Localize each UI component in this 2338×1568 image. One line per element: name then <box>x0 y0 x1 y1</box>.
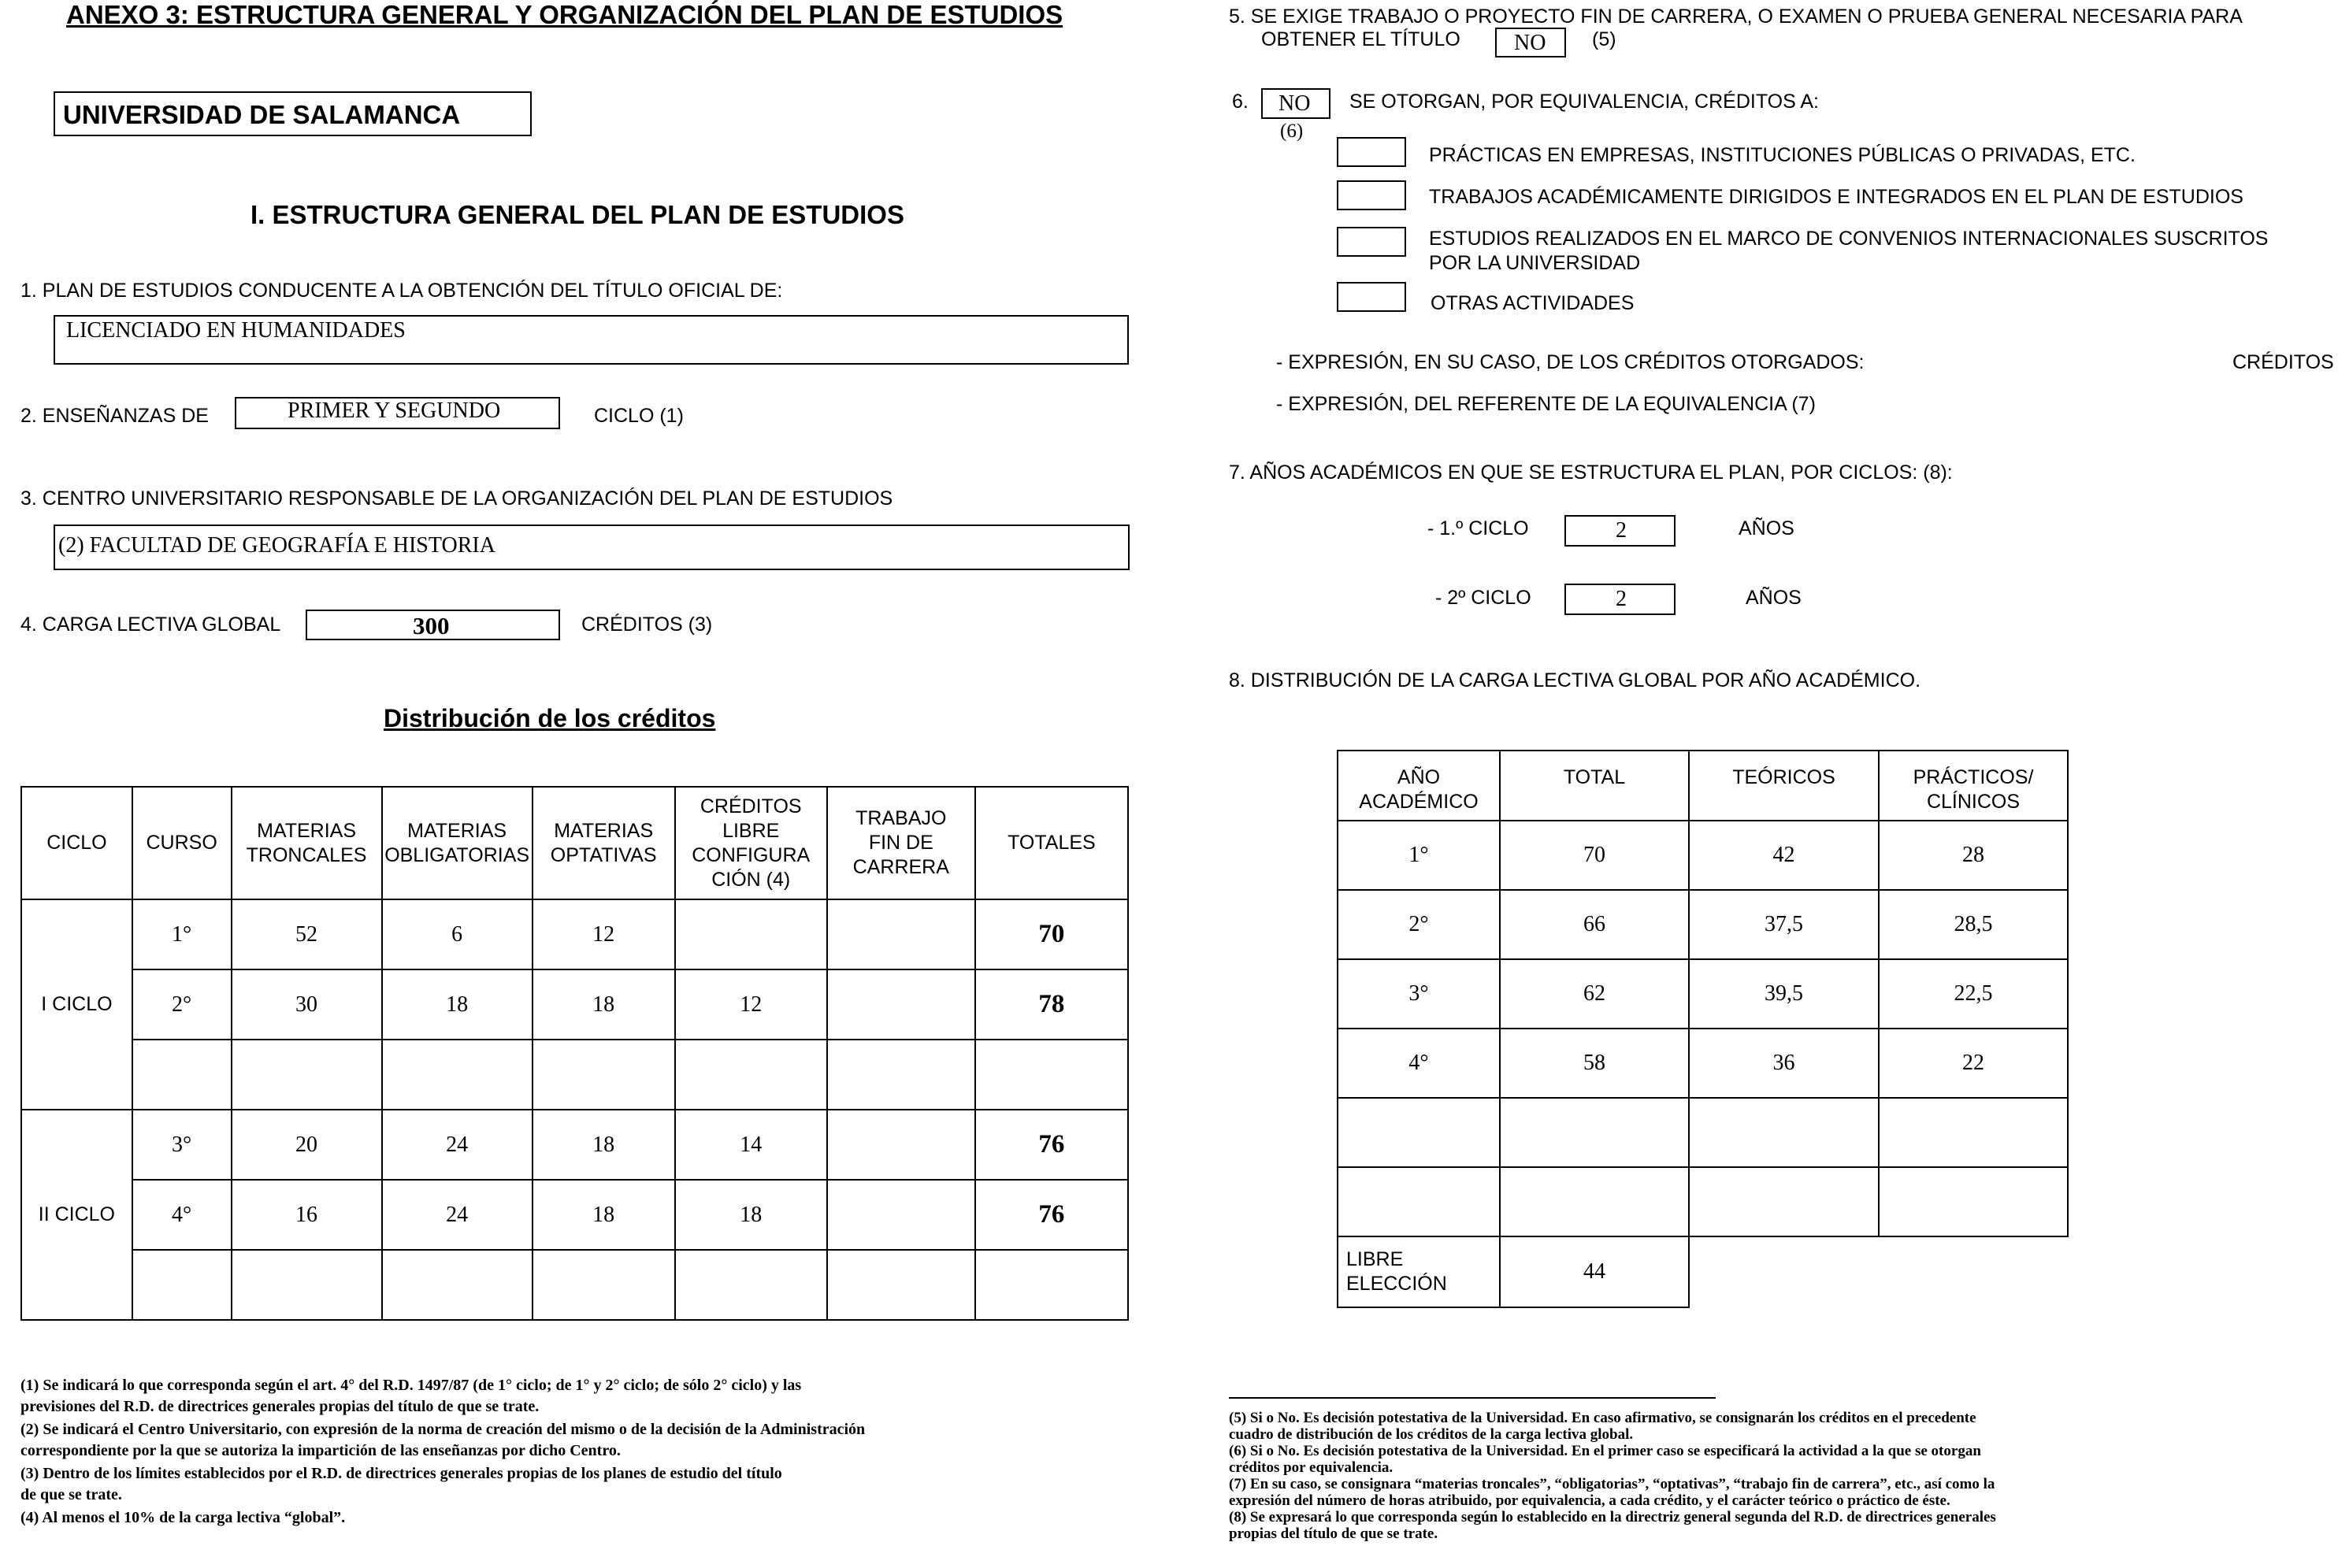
cell-practicos: 28 <box>1879 821 2068 890</box>
header-troncales <box>232 787 382 899</box>
header-ciclo: CICLO <box>21 787 132 899</box>
header-obligatorias <box>382 787 533 899</box>
cell-libre: 18 <box>675 1180 827 1250</box>
table-row <box>1338 1029 2068 1098</box>
footnote-line: (7) En su caso, se consignara “materias troncales”, “obligatorias”, “optativas”, “trabajo fin de carrera”, etc., así como la <box>1229 1476 1995 1492</box>
university-name: UNIVERSIDAD DE SALAMANCA <box>63 100 461 129</box>
item7-label: 7. AÑOS ACADÉMICOS EN QUE SE ESTRUCTURA EL PLAN, POR CICLOS: (8): <box>1229 462 1953 484</box>
cell-curso: 4° <box>132 1180 232 1250</box>
credits-distribution-table <box>20 786 1129 1321</box>
option-trabajos-checkbox[interactable] <box>1337 180 1406 210</box>
item5-note: (5) <box>1592 28 1616 50</box>
cell-total <box>1500 1098 1689 1167</box>
header-trabajo-l1: TRABAJO <box>855 807 947 829</box>
ciclo1-years-field <box>1564 515 1676 547</box>
libre-eleccion-label <box>1338 1236 1500 1307</box>
cell-trabajo <box>827 969 975 1040</box>
cell-optativas: 18 <box>533 969 675 1040</box>
ciclo2-years-field <box>1564 584 1676 615</box>
header-libre-l1: CRÉDITOS <box>700 795 802 817</box>
table-header-row <box>21 787 1128 899</box>
libre-eleccion-total: 44 <box>1500 1236 1689 1307</box>
global-load-value: 300 <box>413 612 450 639</box>
ciclo-2-label: II CICLO <box>21 1110 132 1320</box>
degree-title-value: LICENCIADO EN HUMANIDADES <box>66 318 406 343</box>
footnote-line: (1) Se indicará lo que corresponda según el art. 4° del R.D. 1497/87 (de 1° ciclo; de 1° y 2° ciclo; de sólo 2° ciclo) y las <box>20 1377 802 1394</box>
cell-total: 76 <box>975 1110 1128 1180</box>
cell-total: 70 <box>975 899 1128 969</box>
cell-troncales <box>232 1250 382 1320</box>
expresion-referente: - EXPRESIÓN, DEL REFERENTE DE LA EQUIVALENCIA (7) <box>1276 393 1816 415</box>
cell-troncales: 30 <box>232 969 382 1040</box>
item2-suffix: CICLO (1) <box>594 405 684 427</box>
cell-practicos: 28,5 <box>1879 890 2068 959</box>
ciclo1-anos: AÑOS <box>1739 517 1794 539</box>
cell-obligatorias: 24 <box>382 1110 533 1180</box>
cell-practicos: 22 <box>1879 1029 2068 1098</box>
option-trabajos-label: TRABAJOS ACADÉMICAMENTE DIRIGIDOS E INTEGRADOS EN EL PLAN DE ESTUDIOS <box>1429 186 2243 208</box>
ciclo2-label: - 2º CICLO <box>1435 587 1531 609</box>
center-field <box>54 525 1130 570</box>
cell-teoricos <box>1689 1167 1879 1236</box>
table-row <box>1338 959 2068 1029</box>
item6-note: (6) <box>1280 120 1304 142</box>
footnote-line: (5) Si o No. Es decisión potestativa de la Universidad. En caso afirmativo, se consignarán los créditos en el precedente <box>1229 1410 1976 1426</box>
cell-obligatorias: 6 <box>382 899 533 969</box>
footnote-line: (8) Se expresará lo que corresponda según lo establecido en la directriz general segunda del R.D. de directrices generales <box>1229 1509 1996 1525</box>
left-footnotes <box>20 1377 1139 1527</box>
table-row <box>21 1250 1128 1320</box>
cell-total: 62 <box>1500 959 1689 1029</box>
item4-label: 4. CARGA LECTIVA GLOBAL <box>20 613 281 636</box>
header-ano-l1: AÑO <box>1397 766 1441 788</box>
cell-optativas: 12 <box>533 899 675 969</box>
cell-libre: 12 <box>675 969 827 1040</box>
header-practicos <box>1879 751 2068 821</box>
cell-ano: 2° <box>1338 890 1500 959</box>
header-libre-l3: CONFIGURA <box>692 843 811 866</box>
header-libre-l4: CIÓN (4) <box>711 868 791 891</box>
header-curso: CURSO <box>132 787 232 899</box>
cell-troncales: 20 <box>232 1110 382 1180</box>
item5-field <box>1495 28 1566 57</box>
ciclo1-years-value: 2 <box>1616 518 1627 543</box>
cell-trabajo <box>827 1040 975 1110</box>
header-obligatorias-l2: OBLIGATORIAS <box>384 843 530 866</box>
expresion-creditos-suffix: CRÉDITOS <box>2232 351 2334 373</box>
cell-teoricos: 39,5 <box>1689 959 1879 1029</box>
header-teoricos: TEÓRICOS <box>1689 751 1879 821</box>
header-troncales-l2: TRONCALES <box>246 843 367 866</box>
footnote-line: (3) Dentro de los límites establecidos por el R.D. de directrices generales propias de los planes de estudio del título <box>20 1465 782 1482</box>
header-libre-l2: LIBRE <box>722 819 780 842</box>
right-footnotes <box>1229 1410 2332 1542</box>
expresion-creditos: - EXPRESIÓN, EN SU CASO, DE LOS CRÉDITOS OTORGADOS: <box>1276 351 1865 373</box>
cell-curso <box>132 1040 232 1110</box>
cell-teoricos <box>1689 1098 1879 1167</box>
table-row <box>1338 890 2068 959</box>
cell-curso <box>132 1250 232 1320</box>
table-row <box>21 1180 1128 1250</box>
item6-label: SE OTORGAN, POR EQUIVALENCIA, CRÉDITOS A: <box>1349 91 1819 113</box>
header-trabajo-fin <box>827 787 975 899</box>
header-practicos-l2: CLÍNICOS <box>1926 791 2021 813</box>
footnote-line: expresión del número de horas atribuido, por equivalencia, a cada crédito, y el carácter teórico o práctico de éste. <box>1229 1492 1950 1509</box>
cell-libre <box>675 899 827 969</box>
cell-total: 58 <box>1500 1029 1689 1098</box>
cell-curso: 3° <box>132 1110 232 1180</box>
cell-curso: 2° <box>132 969 232 1040</box>
item5-line1: 5. SE EXIGE TRABAJO O PROYECTO FIN DE CARRERA, O EXAMEN O PRUEBA GENERAL NECESARIA PARA <box>1229 6 2243 28</box>
footnote-line: correspondiente por la que se autoriza la impartición de las enseñanzas por dicho Centro. <box>20 1442 621 1459</box>
libre-eleccion-row <box>1338 1236 2068 1307</box>
ciclo2-anos: AÑOS <box>1746 587 1802 609</box>
center-value: (2) FACULTAD DE GEOGRAFÍA E HISTORIA <box>58 533 495 558</box>
cell-total: 70 <box>1500 821 1689 890</box>
cell-practicos <box>1879 1167 2068 1236</box>
table-row <box>21 1040 1128 1110</box>
cell-total: 66 <box>1500 890 1689 959</box>
university-box <box>54 91 532 136</box>
cell-optativas <box>533 1250 675 1320</box>
header-optativas-l2: OPTATIVAS <box>550 843 657 866</box>
item3-label: 3. CENTRO UNIVERSITARIO RESPONSABLE DE LA ORGANIZACIÓN DEL PLAN DE ESTUDIOS <box>20 487 893 510</box>
cell-total: 78 <box>975 969 1128 1040</box>
header-optativas-l1: MATERIAS <box>554 819 654 842</box>
footnote-line: (2) Se indicará el Centro Universitario, con expresión de la norma de creación del mismo o de la decisión de la Administración <box>20 1421 866 1438</box>
ciclo2-years-value: 2 <box>1616 587 1627 611</box>
cell-total <box>1500 1167 1689 1236</box>
cell-teoricos: 37,5 <box>1689 890 1879 959</box>
cell-trabajo <box>827 1180 975 1250</box>
cell-curso: 1° <box>132 899 232 969</box>
cell-obligatorias <box>382 1250 533 1320</box>
option-practicas-checkbox[interactable] <box>1337 137 1406 167</box>
cell-optativas: 18 <box>533 1180 675 1250</box>
header-ano-l2: ACADÉMICO <box>1359 791 1479 813</box>
item6-value: NO <box>1278 91 1311 116</box>
degree-title-field <box>54 315 1129 365</box>
table-row <box>21 969 1128 1040</box>
ciclo1-label: - 1.º CICLO <box>1427 517 1529 539</box>
libre-l1: LIBRE <box>1346 1248 1404 1270</box>
cell-total <box>975 1040 1128 1110</box>
header-ano-academico <box>1338 751 1500 821</box>
option-practicas-label: PRÁCTICAS EN EMPRESAS, INSTITUCIONES PÚBLICAS O PRIVADAS, ETC. <box>1429 144 2136 166</box>
footnote-line: créditos por equivalencia. <box>1229 1459 1394 1476</box>
header-totales: TOTALES <box>975 787 1128 899</box>
header-troncales-l1: MATERIAS <box>257 819 357 842</box>
footnote-line: (4) Al menos el 10% de la carga lectiva “global”. <box>20 1509 346 1526</box>
table-row <box>1338 1167 2068 1236</box>
ciclo-1-label: I CICLO <box>21 899 132 1110</box>
section-title: I. ESTRUCTURA GENERAL DEL PLAN DE ESTUDIOS <box>250 200 904 229</box>
libre-l2: ELECCIÓN <box>1346 1273 1447 1295</box>
item2-label: 2. ENSEÑANZAS DE <box>20 405 209 427</box>
global-load-field <box>306 610 560 640</box>
cell-libre <box>675 1250 827 1320</box>
footnote-line: cuadro de distribución de los créditos de la carga lectiva global. <box>1229 1426 1634 1443</box>
cell-trabajo <box>827 1250 975 1320</box>
cell-obligatorias: 24 <box>382 1180 533 1250</box>
cell-optativas: 18 <box>533 1110 675 1180</box>
option-estudios-label: ESTUDIOS REALIZADOS EN EL MARCO DE CONVENIOS INTERNACIONALES SUSCRITOS <box>1429 228 2269 250</box>
footnote-line: propias del título de que se trate. <box>1229 1525 1438 1542</box>
cell-teoricos: 42 <box>1689 821 1879 890</box>
item6-field <box>1261 88 1330 119</box>
item4-suffix: CRÉDITOS (3) <box>581 613 713 636</box>
yearly-load-table <box>1337 750 2069 1308</box>
cell-total: 76 <box>975 1180 1128 1250</box>
cell-troncales: 52 <box>232 899 382 969</box>
cell-ano: 3° <box>1338 959 1500 1029</box>
footnote-line: de que se trate. <box>20 1486 122 1503</box>
option-estudios-label-2: POR LA UNIVERSIDAD <box>1429 252 1641 274</box>
cell-trabajo <box>827 899 975 969</box>
cell-ano <box>1338 1098 1500 1167</box>
header-practicos-l1: PRÁCTICOS/ <box>1913 766 2034 788</box>
footnote-line: (6) Si o No. Es decisión potestativa de la Universidad. En el primer caso se especificará la actividad a la que se otorgan <box>1229 1443 1981 1459</box>
header-trabajo-l2: FIN DE <box>868 832 933 854</box>
table-row <box>1338 821 2068 890</box>
header-optativas <box>533 787 675 899</box>
empty-cell <box>1689 1236 1879 1307</box>
cell-trabajo <box>827 1110 975 1180</box>
cell-optativas <box>533 1040 675 1110</box>
table-row <box>21 899 1128 969</box>
option-estudios-checkbox[interactable] <box>1337 227 1406 257</box>
empty-cell <box>1879 1236 2068 1307</box>
cell-obligatorias: 18 <box>382 969 533 1040</box>
cell-troncales: 16 <box>232 1180 382 1250</box>
item8-label: 8. DISTRIBUCIÓN DE LA CARGA LECTIVA GLOBAL POR AÑO ACADÉMICO. <box>1229 669 1921 691</box>
header-libre-configuracion <box>675 787 827 899</box>
table-row <box>1338 1098 2068 1167</box>
cell-total <box>975 1250 1128 1320</box>
option-otras-label: OTRAS ACTIVIDADES <box>1431 292 1635 314</box>
header-total: TOTAL <box>1500 751 1689 821</box>
footnote-line: previsiones del R.D. de directrices generales propias del título de que se trate. <box>20 1398 540 1415</box>
option-otras-checkbox[interactable] <box>1337 282 1406 312</box>
cell-ano <box>1338 1167 1500 1236</box>
cell-teoricos: 36 <box>1689 1029 1879 1098</box>
cell-libre <box>675 1040 827 1110</box>
cell-ano: 4° <box>1338 1029 1500 1098</box>
distribution-title: Distribución de los créditos <box>384 704 716 732</box>
cell-obligatorias <box>382 1040 533 1110</box>
table-row <box>21 1110 1128 1180</box>
cell-ano: 1° <box>1338 821 1500 890</box>
header-trabajo-l3: CARRERA <box>852 856 949 878</box>
annex-title: ANEXO 3: ESTRUCTURA GENERAL Y ORGANIZACIÓN DEL PLAN DE ESTUDIOS <box>66 0 1063 29</box>
cell-libre: 14 <box>675 1110 827 1180</box>
cycles-value: PRIMER Y SEGUNDO <box>288 398 501 423</box>
item6-num: 6. <box>1232 91 1249 113</box>
table-header-row <box>1338 751 2068 821</box>
cell-troncales <box>232 1040 382 1110</box>
item5-value: NO <box>1514 31 1546 55</box>
item1-label: 1. PLAN DE ESTUDIOS CONDUCENTE A LA OBTENCIÓN DEL TÍTULO OFICIAL DE: <box>20 280 783 302</box>
cell-practicos <box>1879 1098 2068 1167</box>
cell-practicos: 22,5 <box>1879 959 2068 1029</box>
cycles-field <box>235 397 560 429</box>
footnote-rule <box>1229 1397 1716 1399</box>
header-obligatorias-l1: MATERIAS <box>407 819 507 842</box>
item5-line2: OBTENER EL TÍTULO <box>1261 28 1460 50</box>
